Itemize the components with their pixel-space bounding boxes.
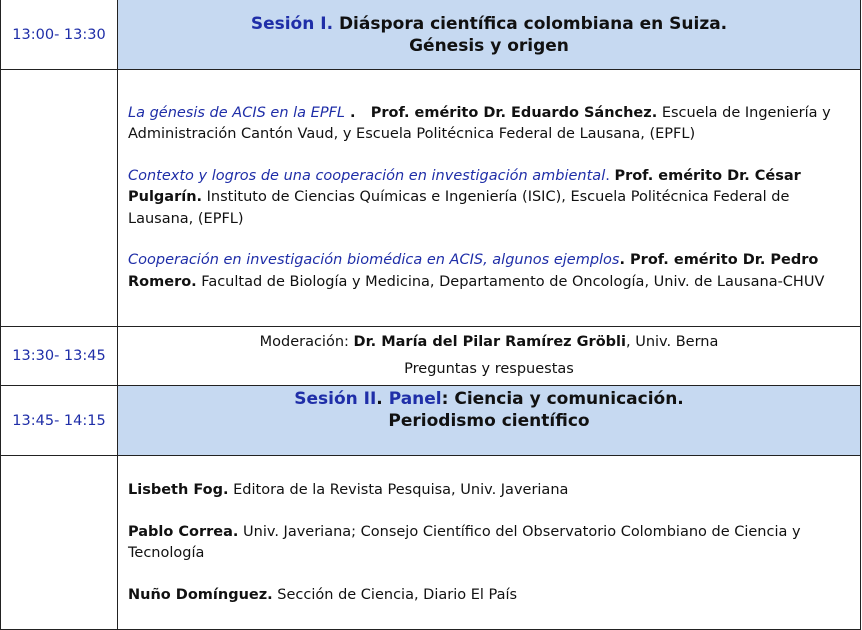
session2-title-line2: Periodismo científico — [388, 411, 590, 431]
speaker-name: Pablo Correa. — [128, 523, 239, 540]
speaker-name: Nuño Domínguez. — [128, 586, 273, 603]
moderator-affiliation: , Univ. Berna — [626, 334, 719, 350]
talk-affiliation: Escuela de Ingeniería y Administración Cantón Vaud, y Escuela Politécnica Federal de Lausana, (EPFL) — [128, 104, 831, 143]
speaker-name: Lisbeth Fog. — [128, 482, 229, 498]
session2-speakers — [118, 456, 861, 630]
session1-talks — [118, 70, 861, 327]
talk-item — [128, 166, 846, 231]
speaker-affiliation: Univ. Javeriana; Consejo Científico del Observatorio Colombiano de Ciencia y Tecnología — [128, 523, 801, 561]
session2-title-line1: : Ciencia y comunicación. — [441, 389, 684, 409]
talk-separator: . — [345, 104, 371, 121]
talk-separator: . — [605, 167, 615, 184]
session2-dot: . — [376, 389, 389, 409]
talk-speaker: Prof. emérito Dr. Pedro Romero. — [128, 252, 819, 290]
session2-header-row — [1, 386, 861, 456]
session1-header-row — [1, 0, 861, 70]
talk-speaker: Prof. emérito Dr. César Pulgarín. — [128, 167, 801, 206]
session2-label: Sesión II — [294, 389, 377, 409]
talk-item — [128, 250, 846, 293]
moderation-row — [1, 327, 861, 386]
session1-title-line1: Diáspora científica colombiana en Suiza. — [333, 13, 728, 34]
session1-title-line2: Génesis y origen — [409, 35, 569, 56]
session2-speakers-row — [1, 456, 861, 630]
qa-label: Preguntas y respuestas — [404, 361, 574, 377]
moderation-cell — [118, 327, 861, 386]
speaker-affiliation: Editora de la Revista Pesquisa, Univ. Javeriana — [228, 482, 569, 498]
speaker-item — [128, 480, 846, 502]
session1-title — [118, 0, 861, 70]
moderation-time: 13:30- 13:45 — [1, 327, 118, 386]
talk-affiliation: Instituto de Ciencias Químicas e Ingeniería (ISIC), Escuela Politécnica Federal de Lausana, (EPFL) — [128, 189, 790, 227]
speaker-affiliation: Sección de Ciencia, Diario El País — [272, 586, 518, 603]
session1-talks-time — [1, 70, 118, 327]
talk-item — [128, 103, 846, 146]
session1-label: Sesión I. — [250, 13, 334, 34]
talk-title: Cooperación en investigación biomédica en ACIS, algunos ejemplos — [128, 252, 620, 269]
talk-separator: . — [619, 252, 631, 269]
moderation-label: Moderación: — [259, 334, 354, 350]
session1-talks-row — [1, 70, 861, 327]
session2-title — [118, 386, 861, 456]
session2-panel: Panel — [388, 389, 442, 409]
talk-title: Contexto y logros de una cooperación en investigación ambiental — [128, 167, 606, 184]
session2-speakers-time — [1, 456, 118, 630]
talk-speaker: Prof. emérito Dr. Eduardo Sánchez. — [370, 104, 658, 121]
speaker-item — [128, 522, 846, 565]
speaker-item — [128, 585, 846, 607]
moderator-name: Dr. María del Pilar Ramírez Gröbli — [353, 334, 626, 350]
session2-time: 13:45- 14:15 — [1, 386, 118, 456]
session1-time: 13:00- 13:30 — [1, 0, 118, 70]
talk-affiliation: Facultad de Biología y Medicina, Departamento de Oncología, Univ. de Lausana-CHUV — [196, 273, 825, 290]
talk-title: La génesis de ACIS en la EPFL — [128, 104, 345, 121]
